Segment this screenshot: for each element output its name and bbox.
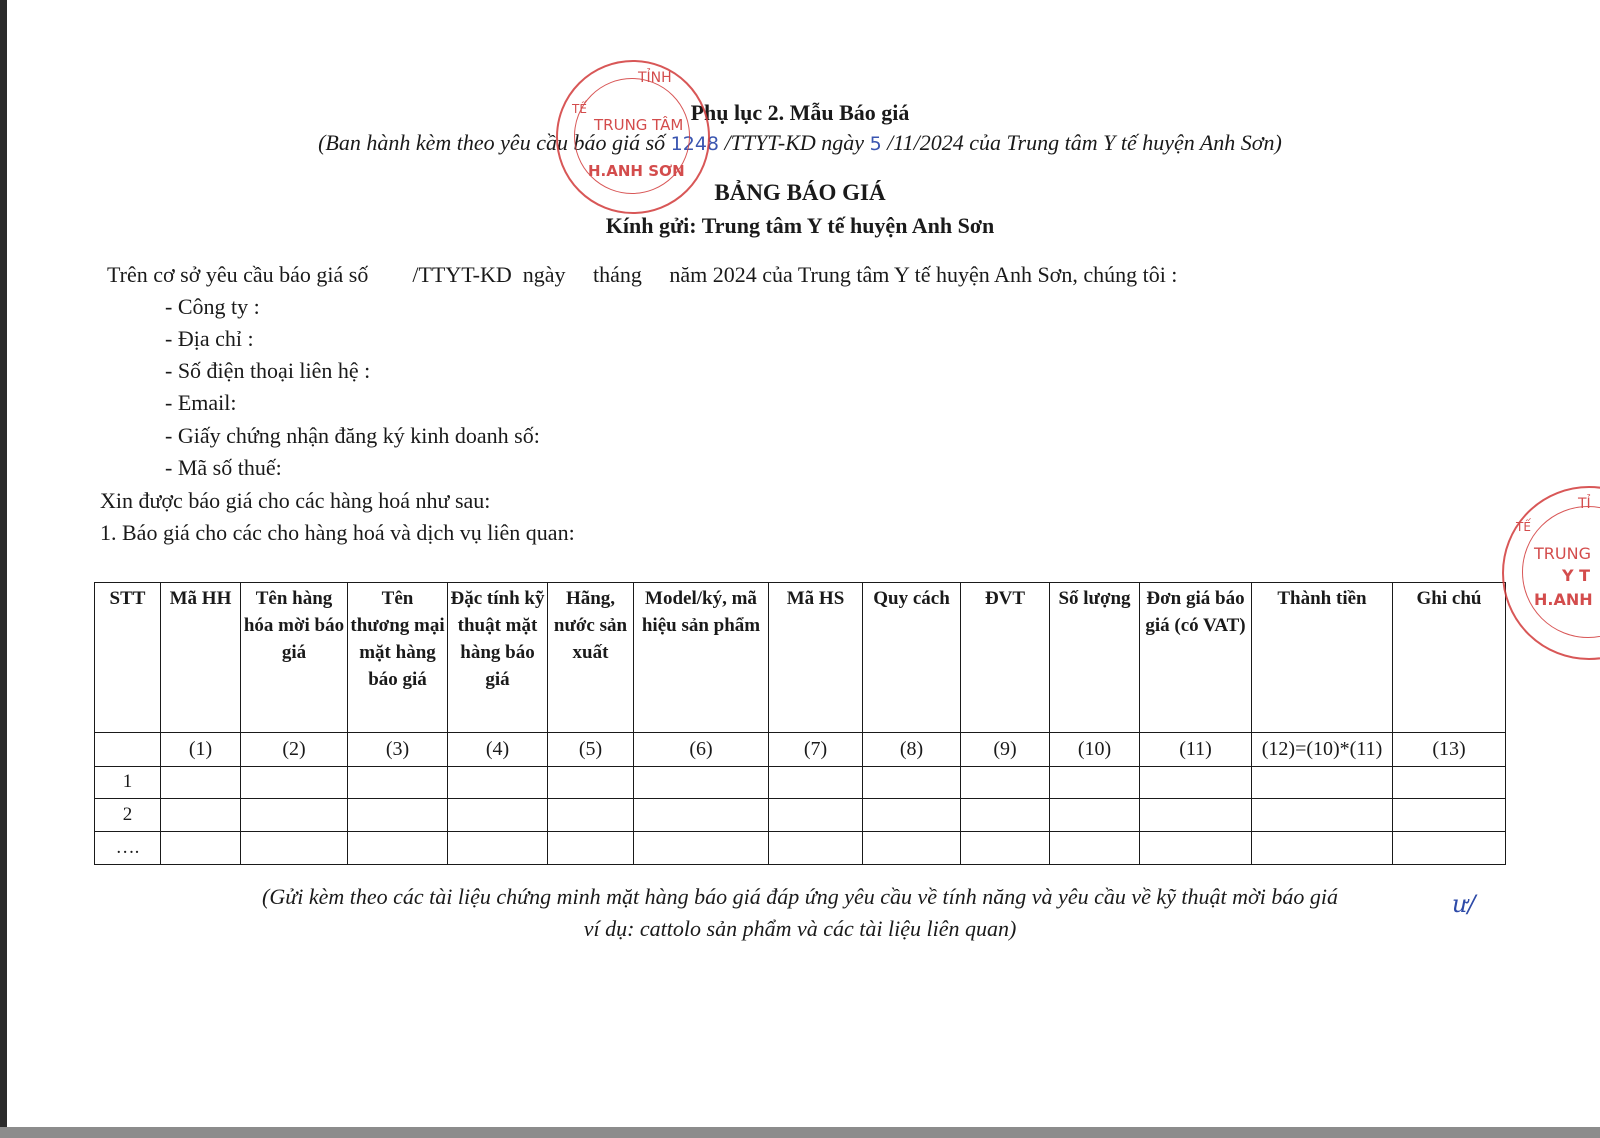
col-header-so-luong: Số lượng [1050,583,1140,733]
header-row [95,583,1506,733]
cell [1050,766,1140,799]
field-address: - Địa chỉ : [165,326,254,351]
cell [548,832,634,865]
cell [348,799,448,832]
handwritten-number: 1248 [670,133,719,155]
footnote-line-1: (Gửi kèm theo các tài liệu chứng minh mặt hàng báo giá đáp ứng yêu cầu về tính năng và yêu cầu về kỹ thuật mời báo giá [262,884,1338,909]
col-number [95,732,161,766]
table-row [95,832,1506,865]
cell [769,799,863,832]
col-header-hang-nuoc: Hãng, nước sản xuất [548,583,634,733]
col-number: (9) [961,732,1050,766]
appendix-title: Phụ lục 2. Mẫu Báo giá [690,100,910,125]
col-number: (3) [348,732,448,766]
cell [1140,832,1252,865]
col-number: (11) [1140,732,1252,766]
col-header-ten-hang: Tên hàng hóa mời báo giá [241,583,348,733]
handwritten-day: 5 [869,133,882,155]
col-header-dvt: ĐVT [961,583,1050,733]
cell [348,766,448,799]
field-business-license: - Giấy chứng nhận đăng ký kinh doanh số: [165,423,540,448]
col-number: (10) [1050,732,1140,766]
cell [548,766,634,799]
cell [634,766,769,799]
red-seal-stamp-right [1502,486,1600,660]
cell [1140,766,1252,799]
cell [448,799,548,832]
section-heading: 1. Báo giá cho các cho hàng hoá và dịch vụ liên quan: [100,520,575,545]
cell [863,799,961,832]
cell [448,832,548,865]
field-phone: - Số điện thoại liên hệ : [165,358,371,383]
cell [1140,799,1252,832]
cell [348,832,448,865]
table-row [95,799,1506,832]
col-header-quy-cach: Quy cách [863,583,961,733]
col-header-stt: STT [95,583,161,733]
handwritten-initials: ư∕ [1452,890,1476,918]
col-header-ma-hh: Mã HH [161,583,241,733]
cell [634,832,769,865]
col-header-thanh-tien: Thành tiền [1252,583,1393,733]
table-row [95,766,1506,799]
request-line: Xin được báo giá cho các hàng hoá như sau: [100,488,491,513]
seal-text-place: H.ANH [1534,590,1593,609]
cell [961,799,1050,832]
col-number: (12)=(10)*(11) [1252,732,1393,766]
column-number-row [95,732,1506,766]
footnote-line-2: ví dụ: cattolo sản phẩm và các tài liệu liên quan) [583,916,1017,941]
recipient: Kính gửi: Trung tâm Y tế huyện Anh Sơn [605,213,995,238]
row-stt: …. [95,832,161,865]
col-header-don-gia: Đơn giá báo giá (có VAT) [1140,583,1252,733]
col-header-ghi-chu: Ghi chú [1393,583,1506,733]
seal-text-name: TRUNG [1534,544,1591,563]
cell [1252,832,1393,865]
cell [769,832,863,865]
col-number: (5) [548,732,634,766]
cell [241,799,348,832]
cell [161,799,241,832]
basis-line: Trên cơ sở yêu cầu báo giá số /TTYT-KD ngày tháng năm 2024 của Trung tâm Y tế huyện Anh Sơn, chúng tôi : [107,262,1178,287]
cell [1393,832,1506,865]
cell [769,766,863,799]
cell [961,832,1050,865]
cell [634,799,769,832]
seal-clip [1480,478,1600,678]
cell [448,766,548,799]
col-number: (4) [448,732,548,766]
seal-text-name: TRUNG TÂM [594,116,684,134]
row-stt: 1 [95,766,161,799]
seal-text-left: TẾ [1516,520,1531,534]
col-header-ma-hs: Mã HS [769,583,863,733]
col-header-ten-thuong-mai: Tên thương mại mặt hàng báo giá [348,583,448,733]
col-number: (1) [161,732,241,766]
red-seal-stamp [556,60,710,214]
cell [241,766,348,799]
col-header-dac-tinh: Đặc tính kỹ thuật mặt hàng báo giá [448,583,548,733]
quote-table [94,582,1506,865]
cell [1393,766,1506,799]
cell [548,799,634,832]
field-company: - Công ty : [165,294,260,319]
row-stt: 2 [95,799,161,832]
col-number: (8) [863,732,961,766]
scan-edge-bottom [0,1127,1600,1138]
col-header-model: Model/ký, mã hiệu sản phẩm [634,583,769,733]
col-number: (6) [634,732,769,766]
cell [161,832,241,865]
seal-text-top: TỈ [1578,496,1591,512]
col-number: (2) [241,732,348,766]
seal-text-mid: Y T [1562,566,1591,585]
table-title: BẢNG BÁO GIÁ [714,180,886,205]
cell [863,766,961,799]
cell [161,766,241,799]
cell [1050,799,1140,832]
seal-text-top: TỈNH [638,70,672,86]
field-email: - Email: [165,390,237,415]
issued-note: (Ban hành kèm theo yêu cầu báo giá số 1248 /TTYT-KD ngày 5 /11/2024 của Trung tâm Y tế huyện Anh Sơn) [318,130,1282,155]
field-tax-code: - Mã số thuế: [165,455,282,480]
cell [1050,832,1140,865]
scan-edge-left [0,0,7,1138]
cell [863,832,961,865]
cell [1252,766,1393,799]
col-number: (13) [1393,732,1506,766]
cell [1252,799,1393,832]
cell [961,766,1050,799]
seal-text-place: H.ANH SƠN [588,162,685,180]
col-number: (7) [769,732,863,766]
cell [1393,799,1506,832]
seal-text-left: TẾ [572,102,587,116]
cell [241,832,348,865]
